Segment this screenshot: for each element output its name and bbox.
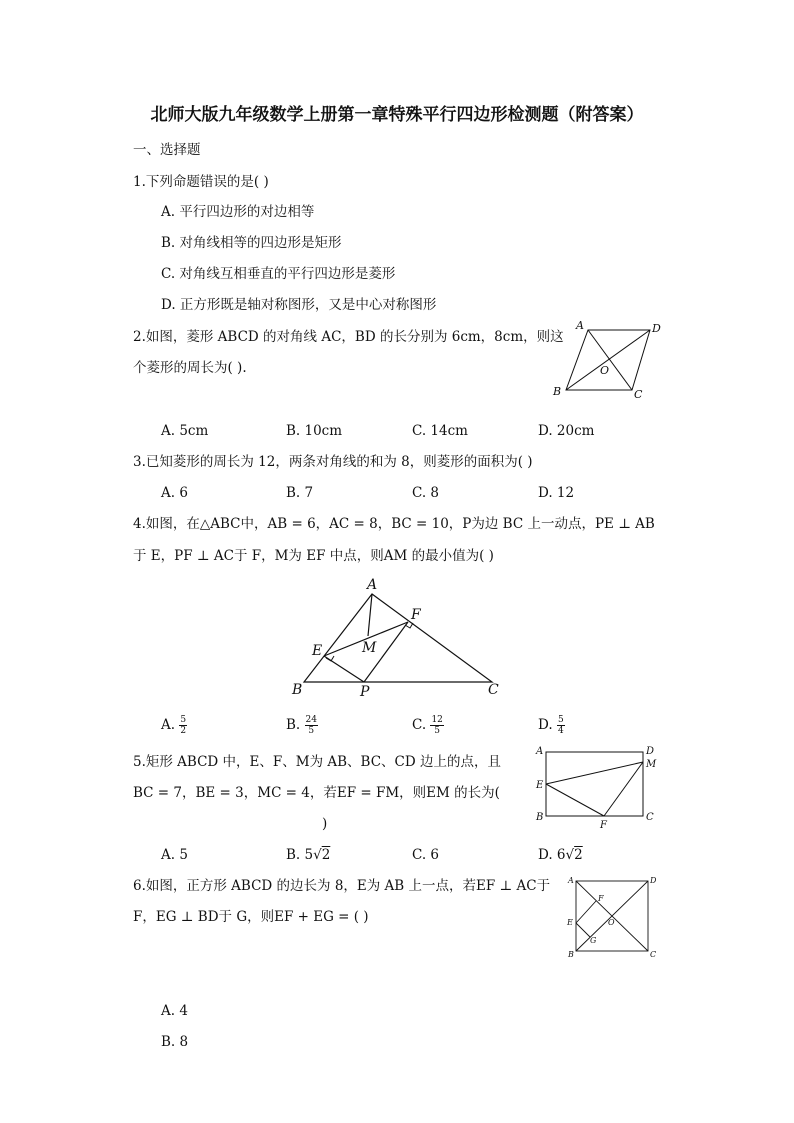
q4-fig-label-a: A <box>367 577 378 593</box>
q2-option-b: B. 10cm <box>286 423 343 439</box>
q6-fig-label-a: A <box>568 876 574 885</box>
q4-option-b-fraction: $\frac{24}{5}$ <box>305 715 317 736</box>
q4-stem-line1: 4.如图，在△ABC中，AB = 6，AC = 8，BC = 10，P为边 BC 上一动点，PE ⊥ AB <box>133 516 655 532</box>
q4-stem-line2: 于 E，PF ⊥ AC于 F，M为 EF 中点，则AM 的最小值为( ) <box>133 548 494 564</box>
q2-stem-line2: 个菱形的周长为( ). <box>133 360 247 376</box>
section-heading: 一、选择题 <box>133 142 201 158</box>
q2-option-a: A. 5cm <box>161 423 209 439</box>
q5-fig-label-d: D <box>646 746 655 757</box>
q3-option-d: D. 12 <box>538 485 575 501</box>
q6-fig-label-g: G <box>590 936 597 945</box>
q6-square-figure <box>562 873 662 959</box>
q4-fig-label-b: B <box>292 682 303 698</box>
q2-stem-line1: 2.如图，菱形 ABCD 的对角线 AC，BD 的长分别为 6cm，8cm，则这 <box>133 329 564 345</box>
q5-stem-line1: 5.矩形 ABCD 中，E、F、M为 AB、BC、CD 边上的点，且 <box>133 754 501 770</box>
q4-option-a-fraction: $\frac{5}{2}$ <box>180 715 187 736</box>
q5-option-b: B. 5√2 <box>286 847 331 863</box>
q1-option-c: C. 对角线互相垂直的平行四边形是菱形 <box>161 266 396 282</box>
q5-fig-label-f: F <box>600 820 607 830</box>
q3-option-a: A. 6 <box>161 485 188 501</box>
q4-option-a: A. $\frac{5}{2}$ <box>161 715 187 736</box>
q4-option-d: D. $\frac{5}{4}$ <box>538 715 564 736</box>
q2-rhombus-figure <box>548 316 668 402</box>
q2-fig-label-o: O <box>600 364 610 377</box>
q6-fig-label-c: C <box>650 950 657 959</box>
q5-option-d: D. 6√2 <box>538 847 583 863</box>
q4-option-d-fraction: $\frac{5}{4}$ <box>557 715 564 736</box>
q5-fig-label-a: A <box>536 746 544 757</box>
q4-fig-label-f: F <box>411 607 421 623</box>
q5-fig-label-m: M <box>646 759 657 770</box>
q1-option-b: B. 对角线相等的四边形是矩形 <box>161 235 342 251</box>
q6-stem-line2: F，EG ⊥ BD于 G，则EF + EG = ( ) <box>133 909 369 925</box>
q6-fig-label-b: B <box>568 950 574 959</box>
q6-fig-label-d: D <box>650 876 657 885</box>
q5-fig-label-b: B <box>536 812 544 823</box>
page-title: 北师大版九年级数学上册第一章特殊平行四边形检测题（附答案） <box>150 105 644 125</box>
q5-stem-line3: ) <box>322 816 328 832</box>
q6-option-b: B. 8 <box>161 1034 189 1050</box>
q4-option-c: C. $\frac{12}{5}$ <box>412 715 443 736</box>
q6-stem-line1: 6.如图，正方形 ABCD 的边长为 8，E为 AB 上一点，若EF ⊥ AC于 <box>133 878 551 894</box>
q2-option-d: D. 20cm <box>538 423 595 439</box>
q2-fig-label-a: A <box>576 319 584 332</box>
q2-fig-label-d: D <box>652 322 661 335</box>
q4-fig-label-c: C <box>488 682 499 698</box>
q5-fig-label-c: C <box>646 812 654 823</box>
q1-option-d: D. 正方形既是轴对称图形，又是中心对称图形 <box>161 297 437 313</box>
q6-fig-label-f: F <box>598 894 604 903</box>
q2-option-c: C. 14cm <box>412 423 468 439</box>
q5-option-a: A. 5 <box>161 847 188 863</box>
q3-option-b: B. 7 <box>286 485 314 501</box>
q5-rectangle-figure <box>530 740 660 830</box>
q2-fig-label-b: B <box>553 385 562 398</box>
q6-fig-label-e: E <box>567 918 573 927</box>
q4-fig-label-p: P <box>360 684 370 700</box>
q3-option-c: C. 8 <box>412 485 440 501</box>
q4-triangle-figure <box>284 572 514 702</box>
q4-option-b: B. $\frac{24}{5}$ <box>286 715 317 736</box>
q5-option-c: C. 6 <box>412 847 440 863</box>
q1-option-a: A. 平行四边形的对边相等 <box>161 204 315 220</box>
q4-fig-label-e: E <box>312 643 323 659</box>
q6-fig-label-o: O <box>608 918 615 927</box>
radical-sign: √ <box>313 847 322 863</box>
radical-sign: √ <box>565 847 575 863</box>
q2-fig-label-c: C <box>634 388 643 401</box>
q1-stem: 1.下列命题错误的是( ) <box>133 174 269 190</box>
q4-option-c-fraction: $\frac{12}{5}$ <box>431 715 443 736</box>
q5-fig-label-e: E <box>536 780 544 791</box>
q4-fig-label-m: M <box>362 640 377 656</box>
q6-option-a: A. 4 <box>161 1003 188 1019</box>
q5-stem-line2: BC = 7，BE = 3，MC = 4，若EF = FM，则EM 的长为( <box>133 785 500 801</box>
q3-stem: 3.已知菱形的周长为 12，两条对角线的和为 8，则菱形的面积为( ) <box>133 454 533 470</box>
